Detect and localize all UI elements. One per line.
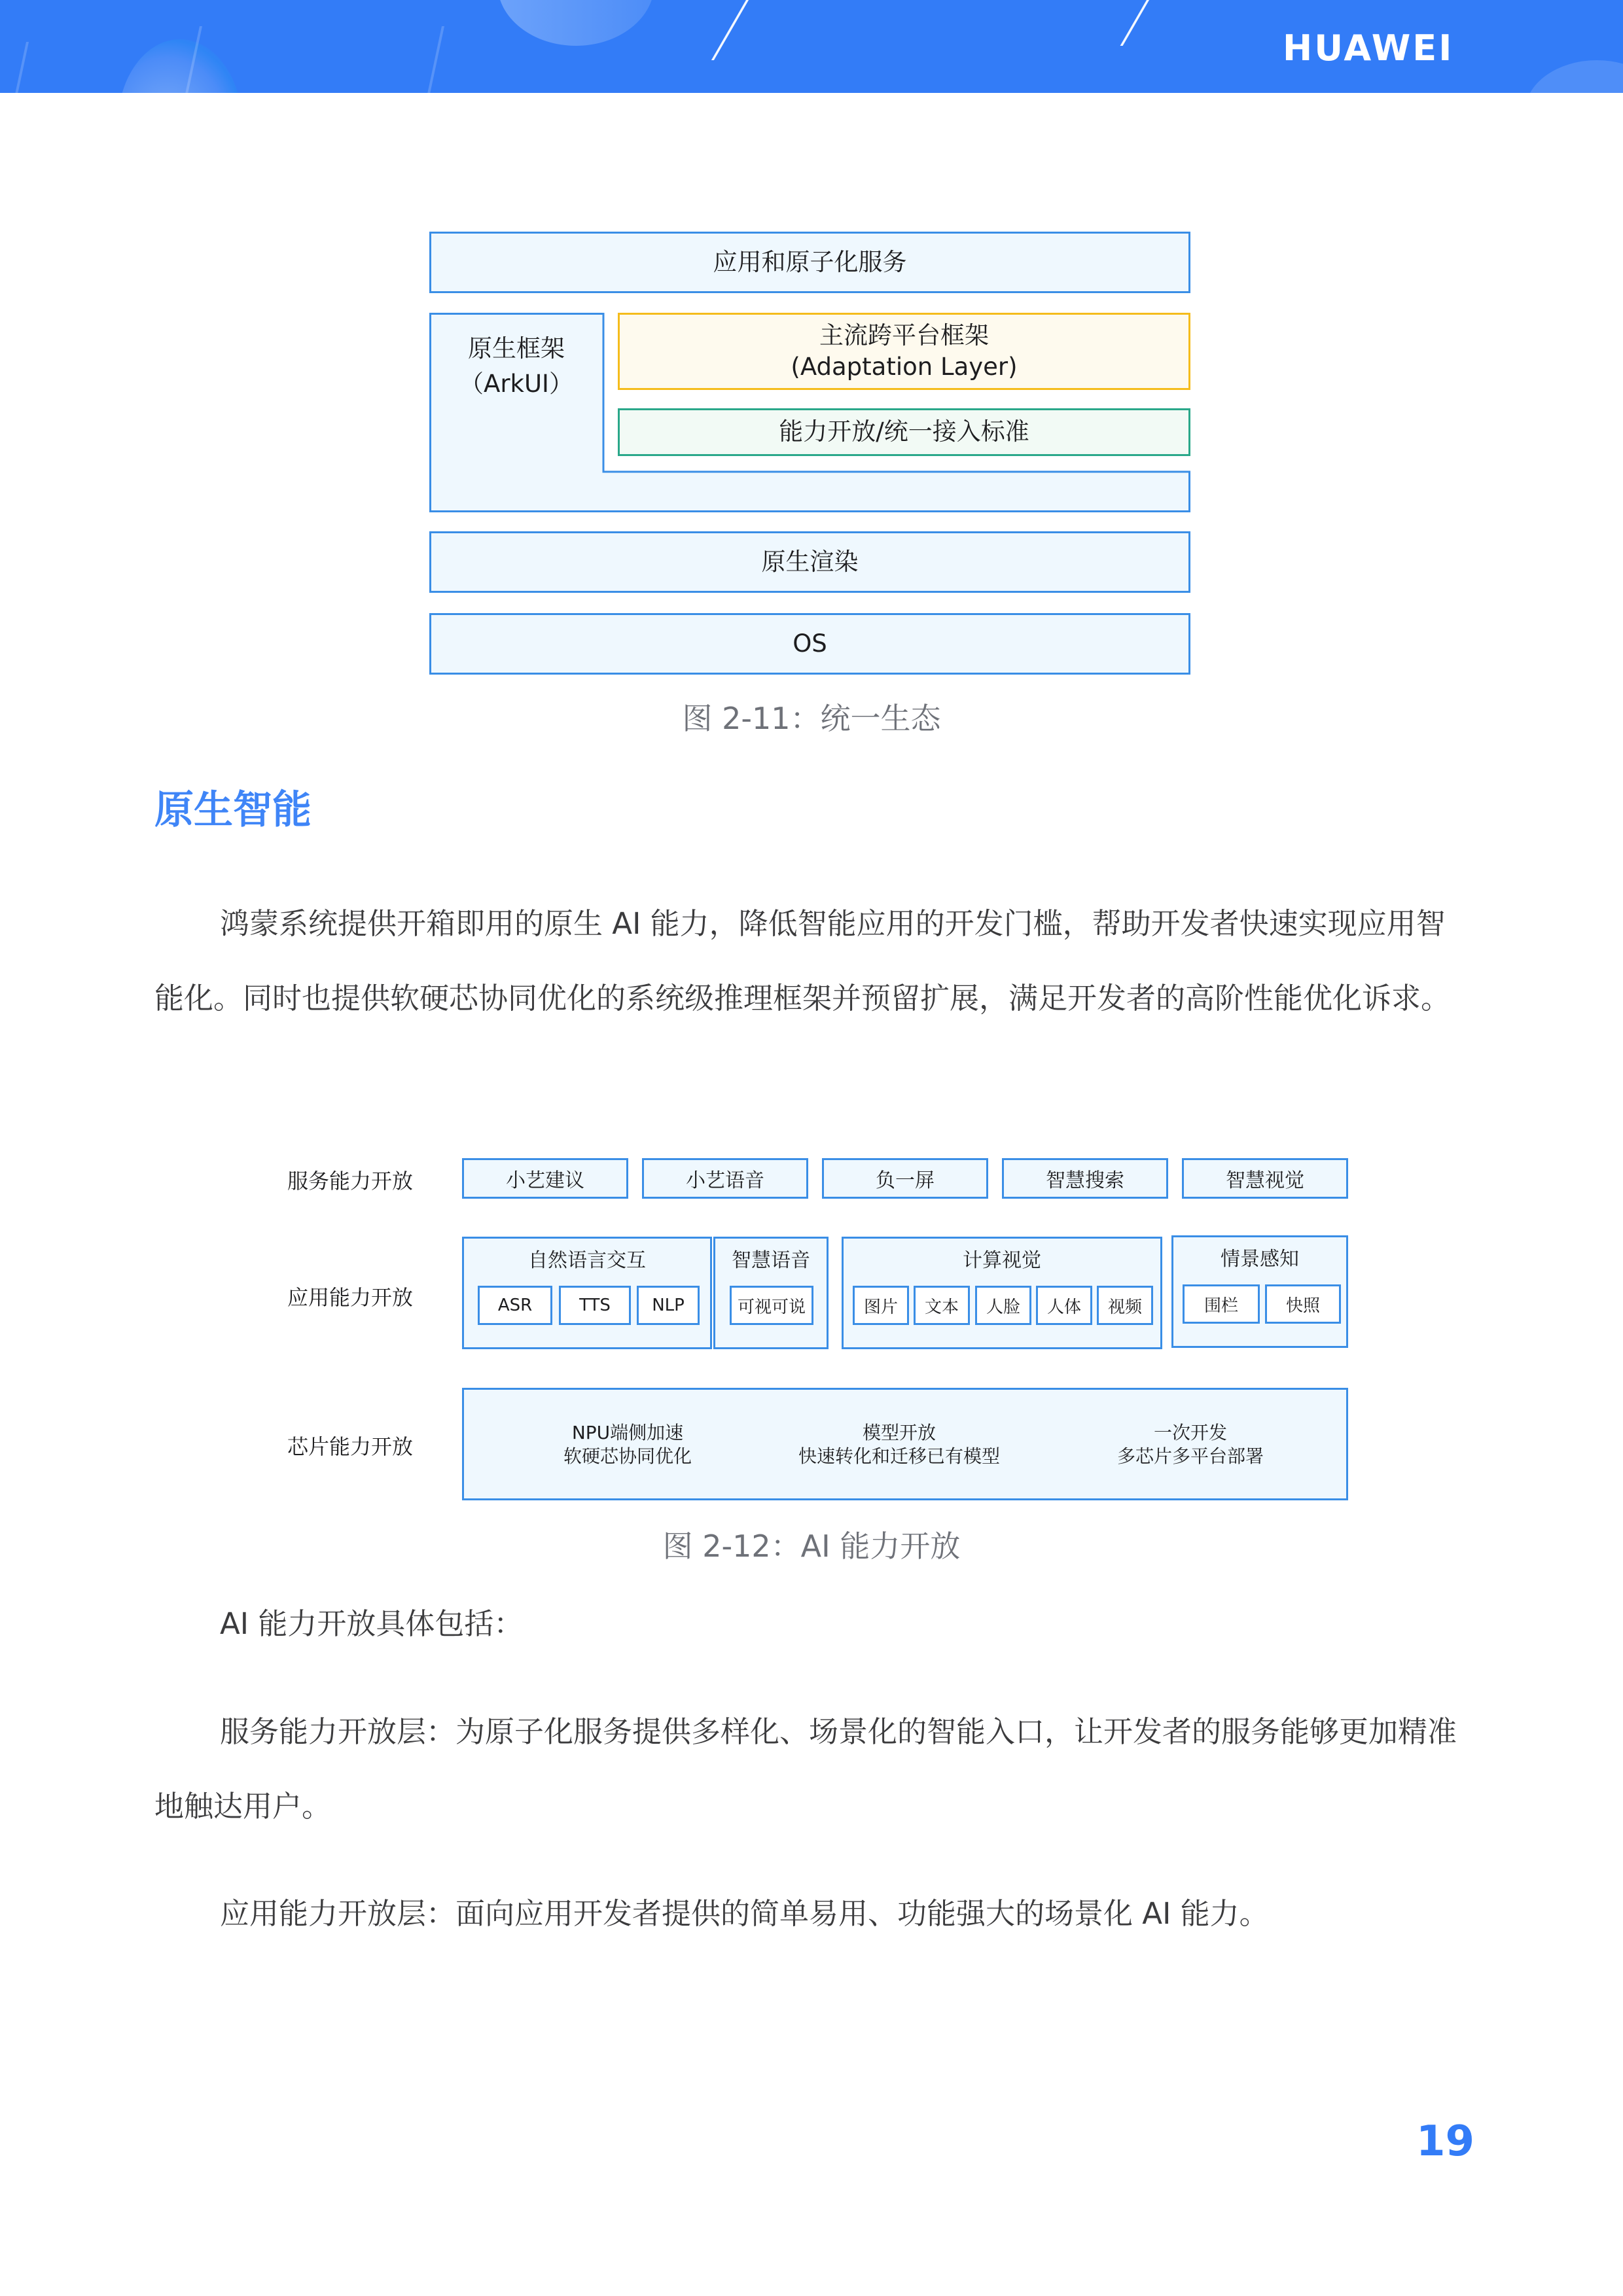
service-item: 小艺语音 — [642, 1158, 808, 1199]
figure-caption: 图 2-12：AI 能力开放 — [662, 1528, 961, 1564]
chip-item-deploy — [1092, 1421, 1289, 1468]
capability-leaf: 可视可说 — [730, 1286, 813, 1325]
service-item: 负一屏 — [822, 1158, 988, 1199]
box-os — [429, 613, 1190, 675]
capability-leaf: NLP — [637, 1286, 700, 1325]
group-natural-language — [462, 1237, 712, 1349]
chip-item-title: 模型开放 — [862, 1422, 936, 1443]
box-label: 主流跨平台框架 — [819, 321, 989, 349]
box-cross-platform-framework — [618, 313, 1190, 390]
decorative-blob — [1525, 60, 1623, 93]
group-computer-vision — [842, 1237, 1162, 1349]
native-framework-subtitle: （ArkUI） — [459, 369, 573, 398]
list-intro: AI 能力开放具体包括： — [220, 1606, 524, 1641]
box-native-render — [429, 531, 1190, 593]
decorative-stripe — [12, 42, 29, 93]
chip-item-desc: 多芯片多平台部署 — [1116, 1445, 1264, 1467]
group-title: 自然语言交互 — [528, 1249, 646, 1272]
row-label-service: 服务能力开放 — [287, 1169, 413, 1193]
decorative-stripe — [427, 26, 444, 93]
decorative-blob — [497, 0, 654, 46]
capability-leaf: 文本 — [914, 1286, 970, 1325]
decorative-stripe — [711, 0, 749, 60]
row-label-app: 应用能力开放 — [287, 1285, 413, 1310]
native-framework-label — [429, 331, 603, 401]
page-number: 19 — [1416, 2117, 1475, 2166]
section-heading: 原生智能 — [154, 787, 312, 833]
chip-item-npu — [529, 1421, 726, 1468]
figure-caption: 图 2-11：统一生态 — [682, 701, 941, 736]
group-title: 情景感知 — [1221, 1248, 1299, 1271]
capability-leaf: 快照 — [1265, 1284, 1341, 1324]
decorative-blob — [118, 39, 242, 93]
capability-leaf: 人体 — [1036, 1286, 1092, 1325]
chip-capability-box — [462, 1388, 1348, 1500]
service-item: 智慧搜索 — [1002, 1158, 1168, 1199]
capability-leaf: TTS — [559, 1286, 631, 1325]
chip-item-title: 一次开发 — [1153, 1422, 1227, 1443]
capability-leaf: 围栏 — [1183, 1284, 1260, 1324]
app-layer-paragraph: 应用能力开放层：面向应用开发者提供的简单易用、功能强大的场景化 AI 能力。 — [220, 1896, 1269, 1931]
group-smart-voice — [713, 1237, 829, 1349]
group-title: 计算视觉 — [963, 1249, 1041, 1272]
row-label-chip: 芯片能力开放 — [287, 1434, 413, 1459]
service-layer-paragraph: 服务能力开放层：为原子化服务提供多样化、场景化的智能入口，让开发者的服务能够更加精准地触达用户。 — [154, 1714, 1457, 1824]
capability-leaf: 人脸 — [975, 1286, 1031, 1325]
header-banner — [0, 0, 1623, 93]
group-context-awareness — [1171, 1235, 1348, 1348]
chip-item-title: NPU端侧加速 — [571, 1422, 684, 1443]
capability-leaf: 图片 — [853, 1286, 909, 1325]
intro-paragraph: 鸿蒙系统提供开箱即用的原生 AI 能力，降低智能应用的开发门槛，帮助开发者快速实现应用智能化。同时也提供软硬芯协同优化的系统级推理框架并预留扩展，满足开发者的高阶性能优化诉求。 — [154, 906, 1451, 1016]
box-label: OS — [793, 629, 827, 658]
box-label: 原生渲染 — [761, 547, 859, 576]
decorative-stripe — [1120, 0, 1149, 46]
huawei-logo: HUAWEI — [1283, 27, 1454, 69]
box-sublabel: (Adaptation Layer) — [791, 353, 1018, 381]
service-item: 智慧视觉 — [1182, 1158, 1348, 1199]
box-label: 应用和原子化服务 — [713, 247, 907, 276]
chip-item-desc: 快速转化和迁移已有模型 — [798, 1445, 1000, 1467]
group-title: 智慧语音 — [732, 1249, 810, 1272]
box-apps-atomic-services — [429, 232, 1190, 293]
box-label: 能力开放/统一接入标准 — [779, 417, 1029, 446]
service-item: 小艺建议 — [462, 1158, 628, 1199]
chip-item-model — [788, 1421, 1010, 1468]
native-framework-title: 原生框架 — [468, 334, 565, 362]
capability-leaf: ASR — [478, 1286, 552, 1325]
box-capability-standard — [618, 408, 1190, 456]
chip-item-desc: 软硬芯协同优化 — [563, 1445, 692, 1467]
capability-leaf: 视频 — [1097, 1286, 1153, 1325]
